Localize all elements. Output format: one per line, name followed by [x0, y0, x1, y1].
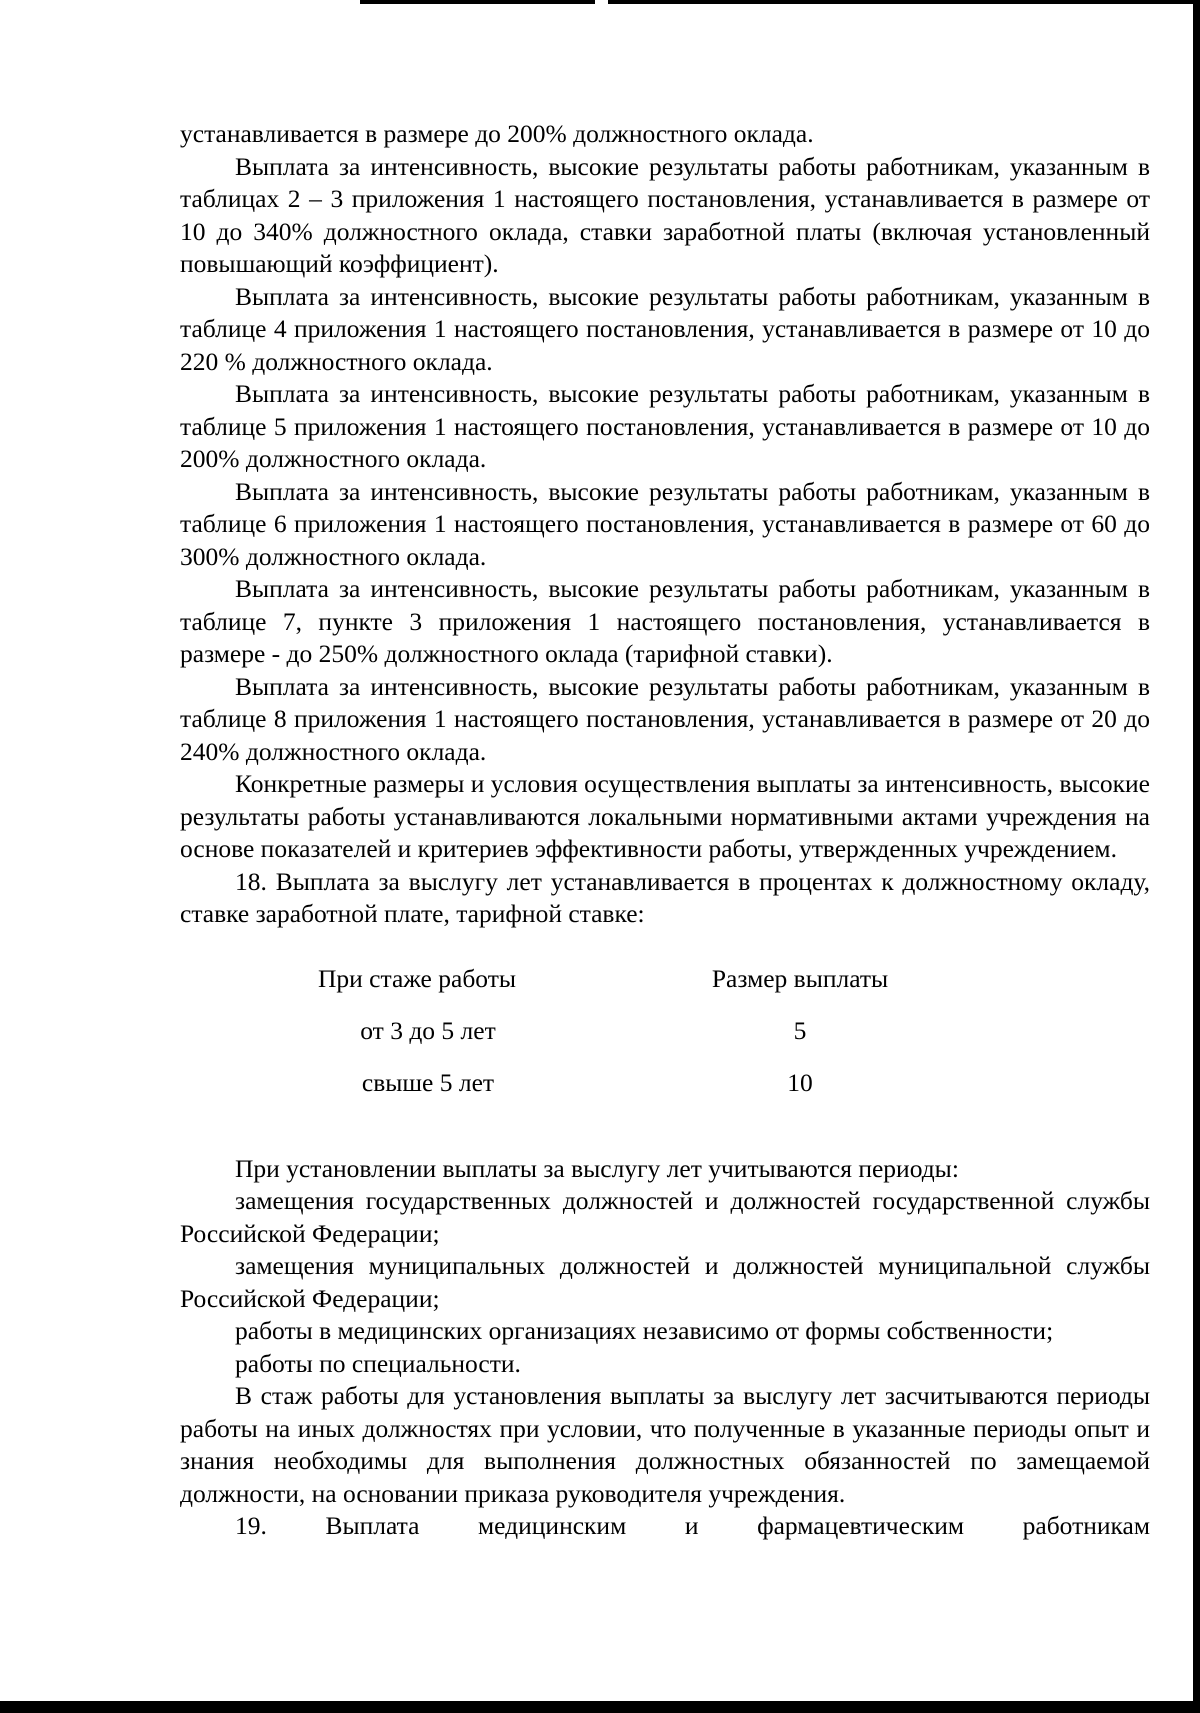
- item-word: и: [684, 1511, 699, 1540]
- scan-top-border-left: [360, 0, 595, 4]
- paragraph-table-5: Выплата за интенсивность, высокие результаты работы работникам, указанным в таблице 5 приложения 1 настоящего постановления, устанавливается в размере от 10 до 200% должностного оклада.: [180, 379, 1150, 473]
- paragraph-table-4: Выплата за интенсивность, высокие результаты работы работникам, указанным в таблице 4 приложения 1 настоящего постановления, устанавливается в размере от 10 до 220 % должностного оклада.: [180, 281, 1150, 376]
- paragraph-local-acts: Конкретные размеры и условия осуществления выплаты за интенсивность, высокие результаты работы устанавливаются локальными нормативными актами учреждения на основе показателей и критериев эффективности работы, утвержденных учреждением.: [180, 769, 1150, 863]
- item-word: работникам: [1022, 1511, 1150, 1540]
- paragraph-medical-organizations: работы в медицинских организациях независимо от формы собственности;: [235, 1316, 1054, 1345]
- paragraph-municipal-positions: замещения муниципальных должностей и должностей муниципальной службы Российской Федерации;: [180, 1251, 1150, 1313]
- document-body: [180, 118, 1150, 1543]
- item-word: медицинским: [478, 1511, 627, 1540]
- table-cell-payment: 5: [793, 1015, 807, 1045]
- tenure-payment-table: [180, 931, 1150, 1153]
- table-header-payment: Размер выплаты: [711, 963, 889, 993]
- paragraph-table-7: Выплата за интенсивность, высокие результаты работы работникам, указанным в таблице 7, пункте 3 приложения 1 настоящего постановления, устанавливается в размере - до 250% должностного оклада (тарифной ставки).: [180, 574, 1150, 668]
- paragraph-item-18: 18. Выплата за выслугу лет устанавливается в процентах к должностному окладу, ставке заработной плате, тарифной ставке:: [180, 866, 1150, 928]
- item-number: 19.: [235, 1511, 267, 1540]
- table-header-tenure: При стаже работы: [318, 963, 516, 993]
- paragraph-table-6: Выплата за интенсивность, высокие результаты работы работникам, указанным в таблице 6 приложения 1 настоящего постановления, устанавливается в размере от 60 до 300% должностного оклада.: [180, 476, 1150, 571]
- scan-top-border-right: [608, 0, 1200, 4]
- scan-right-border: [1193, 0, 1200, 1713]
- table-cell-payment: 10: [787, 1067, 813, 1097]
- paragraph-item-19-start: [180, 1510, 1150, 1543]
- paragraph-table-8: Выплата за интенсивность, высокие результаты работы работникам, указанным в таблице 8 приложения 1 настоящего постановления, устанавливается в размере от 20 до 240% должностного оклада.: [180, 671, 1150, 766]
- paragraph-periods-intro: При установлении выплаты за выслугу лет учитываются периоды:: [235, 1153, 959, 1183]
- paragraph-tables-2-3: Выплата за интенсивность, высокие результаты работы работникам, указанным в таблицах 2 – 3 приложения 1 настоящего постановления, устанавливается в размере от 10 до 340% должностного оклада, ставки заработной платы (включая установленный повышающий коэффициент).: [180, 151, 1150, 278]
- item-word: фармацевтическим: [757, 1511, 965, 1540]
- paragraph-continuation: устанавливается в размере до 200% должностного оклада.: [180, 119, 814, 148]
- item-word: Выплата: [325, 1511, 420, 1540]
- paragraph-state-positions: замещения государственных должностей и должностей государственной службы Российской Федерации;: [180, 1186, 1150, 1248]
- scan-bottom-border: [0, 1701, 1200, 1713]
- paragraph-other-positions: В стаж работы для установления выплаты за выслугу лет засчитываются периоды работы на иных должностях при условии, что полученные в указанные периоды опыт и знания необходимы для выполнения должностных обязанностей по замещаемой должности, на основании приказа руководителя учреждения.: [180, 1381, 1150, 1508]
- table-cell-tenure: свыше 5 лет: [361, 1067, 495, 1097]
- paragraph-specialty-work: работы по специальности.: [235, 1348, 521, 1378]
- table-cell-tenure: от 3 до 5 лет: [360, 1015, 496, 1045]
